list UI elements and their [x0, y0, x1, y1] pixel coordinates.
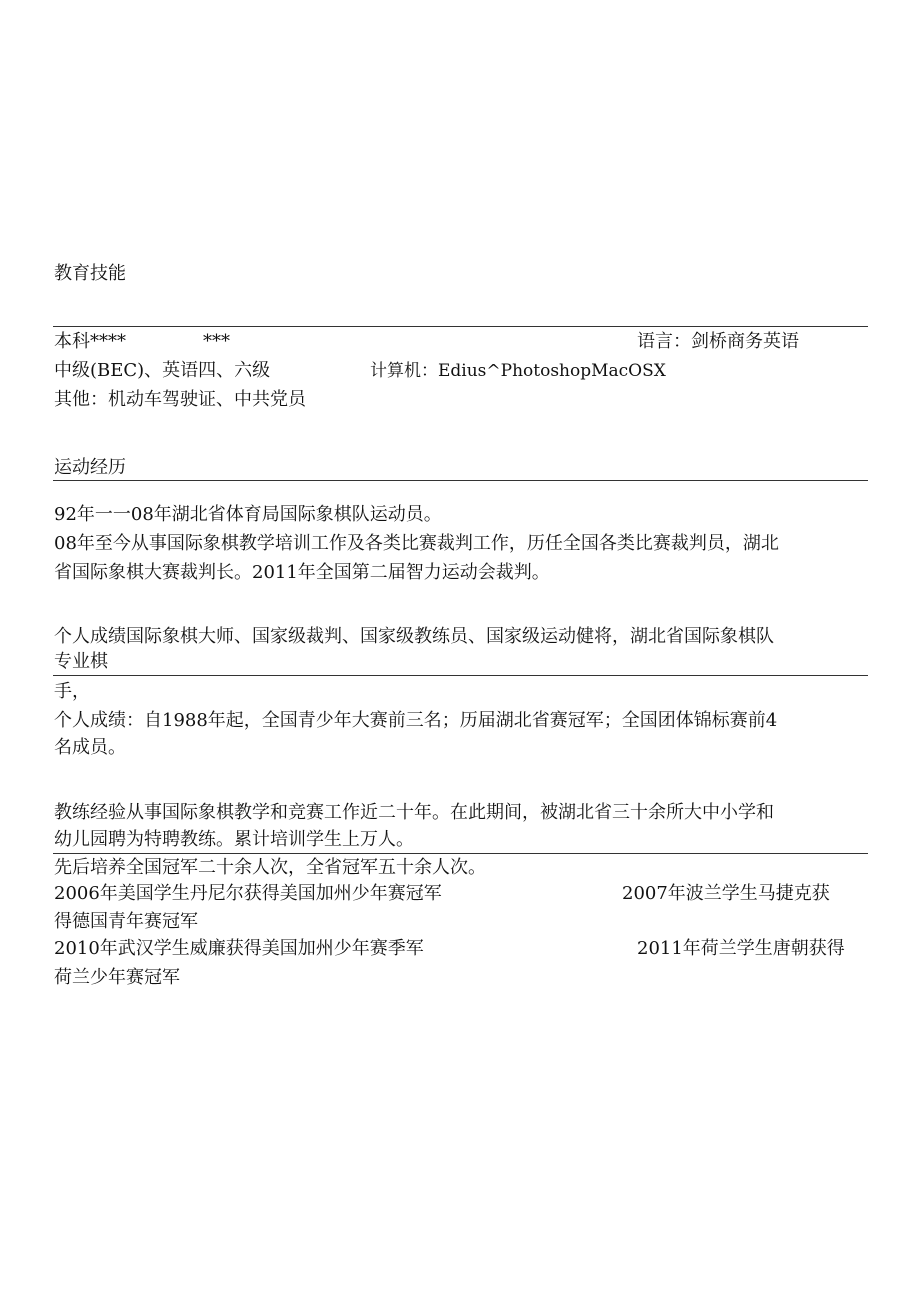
section-heading-sports: 运动经历	[54, 457, 126, 478]
coaching-line: 2010年武汉学生威廉获得美国加州少年赛季军	[54, 938, 424, 959]
language-text: 语言：剑桥商务英语	[637, 331, 799, 352]
sports-line: 92年一一08年湖北省体育局国际象棋队运动员。	[54, 504, 442, 525]
section-divider	[53, 675, 868, 676]
coaching-line: 幼儿园聘为特聘教练。累计培训学生上万人。	[54, 829, 414, 850]
personal-line: 专业棋	[54, 651, 108, 672]
coaching-line: 得德国青年赛冠军	[54, 911, 198, 932]
section-divider	[53, 853, 868, 854]
coaching-line: 2007年波兰学生马捷克获	[622, 883, 830, 904]
coaching-line: 先后培养全国冠军二十余人次，全省冠军五十余人次。	[54, 857, 486, 878]
degree-text: 本科****	[54, 331, 126, 352]
section-divider	[53, 480, 868, 481]
language-level-text: 中级(BEC)、英语四、六级	[54, 360, 271, 381]
sports-line: 08年至今从事国际象棋教学培训工作及各类比赛裁判工作，历任全国各类比赛裁判员，湖北	[54, 533, 779, 554]
school-text: ***	[203, 331, 230, 352]
coaching-line: 教练经验从事国际象棋教学和竞赛工作近二十年。在此期间，被湖北省三十余所大中小学和	[54, 802, 774, 823]
section-heading-education: 教育技能	[54, 263, 126, 284]
personal-line: 名成员。	[54, 737, 126, 758]
coaching-line: 2011年荷兰学生唐朝获得	[637, 938, 845, 959]
personal-line: 手，	[54, 681, 90, 702]
coaching-line: 荷兰少年赛冠军	[54, 967, 180, 988]
personal-line: 个人成绩国际象棋大师、国家级裁判、国家级教练员、国家级运动健将，湖北省国际象棋队	[54, 626, 774, 647]
section-divider	[53, 326, 868, 327]
personal-line: 个人成绩：自1988年起，全国青少年大赛前三名；历届湖北省赛冠军；全国团体锦标赛前4	[54, 710, 778, 731]
other-skills-text: 其他：机动车驾驶证、中共党员	[54, 389, 306, 410]
computer-skills-text: 计算机：Edius^PhotoshopMacOSX	[370, 361, 666, 381]
coaching-line: 2006年美国学生丹尼尔获得美国加州少年赛冠军	[54, 883, 442, 904]
sports-line: 省国际象棋大赛裁判长。2011年全国第二届智力运动会裁判。	[54, 562, 550, 583]
